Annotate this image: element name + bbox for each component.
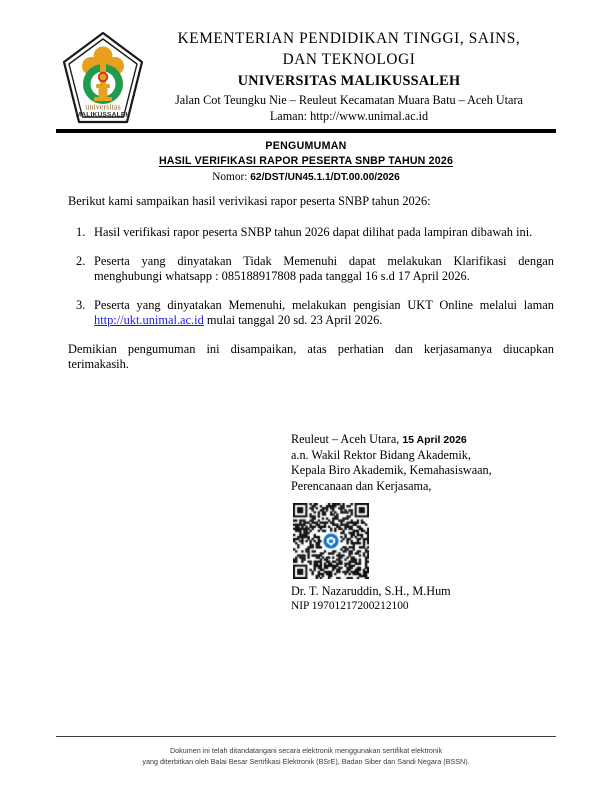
university-website: Laman: http://www.unimal.ac.id	[269, 109, 429, 123]
document-subheading: HASIL VERIFIKASI RAPOR PESERTA SNBP TAHUN 2026	[158, 155, 454, 167]
list-item-text-before-link: Peserta yang dinyatakan Memenuhi, melakukan pengisian UKT Online melalui laman	[94, 297, 554, 312]
title-block	[56, 140, 556, 185]
list-item	[68, 225, 554, 241]
signature-title-line-2: Kepala Biro Akademik, Kemahasiswaan,	[291, 463, 492, 478]
logo-text-malikussaleh: MALIKUSSALEH	[75, 111, 131, 119]
university-logo-icon	[60, 30, 146, 128]
signature-title-line-3: Perencanaan dan Kerjasama,	[291, 478, 432, 493]
ukt-online-link[interactable]: http://ukt.unimal.ac.id	[94, 313, 204, 327]
list-item-marker: 3.	[76, 297, 86, 312]
document-heading: PENGUMUMAN	[265, 140, 347, 152]
ministry-line-2: DAN TEKNOLOGI	[282, 51, 416, 68]
footer-note	[56, 745, 556, 767]
intro-paragraph: Berikut kami sampaikan hasil verivikasi rapor peserta SNBP tahun 2026:	[68, 194, 431, 208]
signature-place-date	[291, 432, 571, 448]
signature-block	[291, 432, 571, 494]
list-item-text	[94, 298, 554, 329]
list-item-text-after-link: mulai tanggal 20 sd. 23 April 2026.	[203, 313, 383, 327]
signatory	[291, 584, 571, 614]
signature-place: Reuleut – Aceh Utara,	[291, 432, 403, 446]
ministry-line-1: KEMENTERIAN PENDIDIKAN TINGGI, SAINS,	[177, 30, 521, 47]
logo-text-universitas: universitas	[85, 102, 121, 112]
signature-date: 15 April 2026	[402, 434, 467, 446]
university-logo	[60, 30, 146, 128]
footer-line-2: yang diterbitkan oleh Balai Besar Sertifikasi Elektronik (BSrE), Badan Siber dan Sandi Negara (BSSN).	[142, 757, 470, 766]
list-item	[68, 298, 554, 329]
letterhead	[54, 28, 558, 128]
letterhead-text	[140, 28, 558, 124]
footer-line-1: Dokumen ini telah ditandatangani secara elektronik menggunakan sertifikat elektronik	[169, 746, 443, 755]
signature-title-line-1: a.n. Wakil Rektor Bidang Akademik,	[291, 448, 471, 463]
numbered-list	[68, 225, 554, 329]
list-item-marker: 2.	[76, 253, 86, 268]
qr-code	[293, 503, 369, 579]
document-number	[56, 170, 556, 185]
nomor-value: 62/DST/UN45.1.1/DT.00.00/2026	[250, 172, 400, 183]
list-item-marker: 1.	[76, 225, 86, 239]
header-divider	[56, 129, 556, 133]
list-item-text: Peserta yang dinyatakan Tidak Memenuhi dapat melakukan Klarifikasi dengan menghubungi whatsapp : 085188917808 pada tanggal 16 s.d 17 April 2026.	[94, 253, 554, 283]
footer-divider	[56, 736, 556, 737]
university-name: UNIVERSITAS MALIKUSSALEH	[237, 73, 461, 89]
nomor-label: Nomor:	[212, 171, 248, 183]
university-address: Jalan Cot Teungku Nie – Reuleut Kecamatan Muara Batu – Aceh Utara	[175, 93, 523, 107]
signatory-name: Dr. T. Nazaruddin, S.H., M.Hum	[291, 584, 451, 598]
list-item	[68, 254, 554, 285]
qr-code-image	[293, 503, 369, 579]
signatory-nip: NIP 19701217200212100	[291, 600, 409, 613]
closing-paragraph: Demikian pengumuman ini disampaikan, atas perhatian dan kerjasamanya diucapkan terimakasih.	[68, 341, 554, 371]
document-body	[68, 193, 554, 373]
list-item-text: Hasil verifikasi rapor peserta SNBP tahun 2026 dapat dilihat pada lampiran dibawah ini.	[94, 225, 533, 239]
